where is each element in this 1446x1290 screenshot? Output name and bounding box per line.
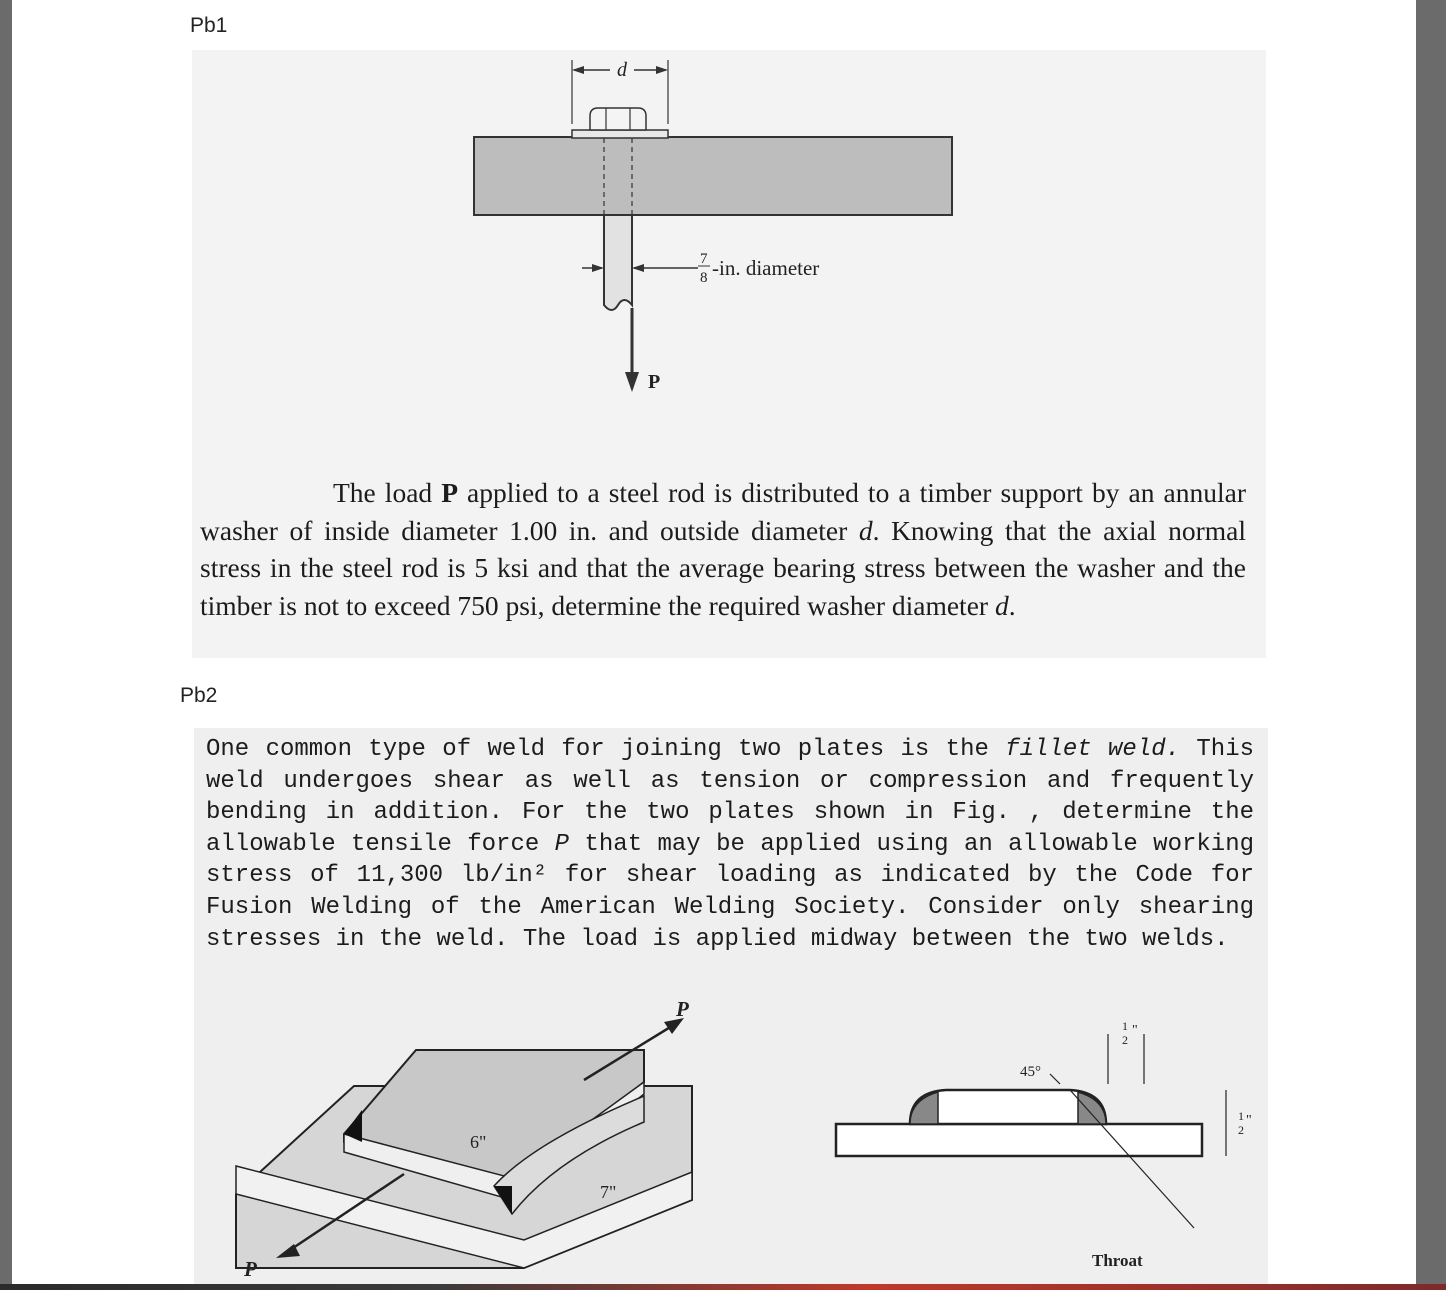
load-p-label: P bbox=[648, 371, 661, 393]
bolt-washer-figure bbox=[192, 50, 1266, 460]
frac-num: 7 bbox=[700, 251, 708, 267]
dim-d-label: d bbox=[617, 59, 627, 81]
throat-line bbox=[1070, 1090, 1194, 1228]
svg-text:1: 1 bbox=[1238, 1109, 1244, 1123]
pb1-label: Pb1 bbox=[190, 14, 228, 37]
pb2-panel bbox=[194, 728, 1268, 1284]
washer bbox=[572, 130, 668, 138]
pb1-panel bbox=[192, 50, 1266, 658]
throat-label: Throat bbox=[1092, 1251, 1143, 1270]
pb1-problem-text: The load P applied to a steel rod is distributed to a timber support by an annular washer of inside diameter 1.00 in. and outside diameter d. Knowing that the axial normal stress in the steel rod is 5 ksi and that the average bearing stress between the washer and the timber is not to exceed 750 psi, determine the required washer diameter d. bbox=[200, 477, 1247, 621]
pb2-label: Pb2 bbox=[180, 684, 218, 707]
fillet-weld-figure bbox=[194, 964, 1268, 1284]
section-top-plate bbox=[910, 1090, 1106, 1124]
svg-text:P: P bbox=[244, 1257, 257, 1281]
dim-6-label: 6" bbox=[470, 1132, 487, 1152]
dim-7-label: 7" bbox=[600, 1182, 617, 1202]
svg-text:": " bbox=[1246, 1113, 1252, 1128]
svg-text:P: P bbox=[676, 997, 689, 1021]
pb2-problem-text: One common type of weld for joining two plates is the fillet weld. This weld undergoes shear as well as tension or compression and frequently bending in addition. For the two plates shown in Fig. , determine the allowable tensile force P that may be applied using an allowable working stress of 11,300 lb/in² for shear loading as indicated by the Code for Fusion Welding of the American Welding Society. Consider only shearing stresses in the weld. The load is applied midway between the two welds. bbox=[206, 736, 1255, 953]
timber-support bbox=[474, 137, 952, 215]
svg-text:1: 1 bbox=[1122, 1019, 1128, 1033]
svg-text:2: 2 bbox=[1238, 1123, 1244, 1137]
document-page bbox=[12, 0, 1416, 1284]
load-arrow bbox=[625, 372, 639, 392]
steel-rod bbox=[604, 215, 632, 310]
nut bbox=[590, 108, 646, 130]
frac-den: 8 bbox=[700, 270, 708, 286]
section-bottom-plate bbox=[836, 1124, 1202, 1156]
rod-diameter-label: -in. diameter bbox=[712, 256, 820, 280]
svg-text:2: 2 bbox=[1122, 1033, 1128, 1047]
svg-text:": " bbox=[1132, 1023, 1138, 1038]
taskbar-strip bbox=[0, 1284, 1446, 1290]
angle-label: 45° bbox=[1020, 1064, 1041, 1080]
